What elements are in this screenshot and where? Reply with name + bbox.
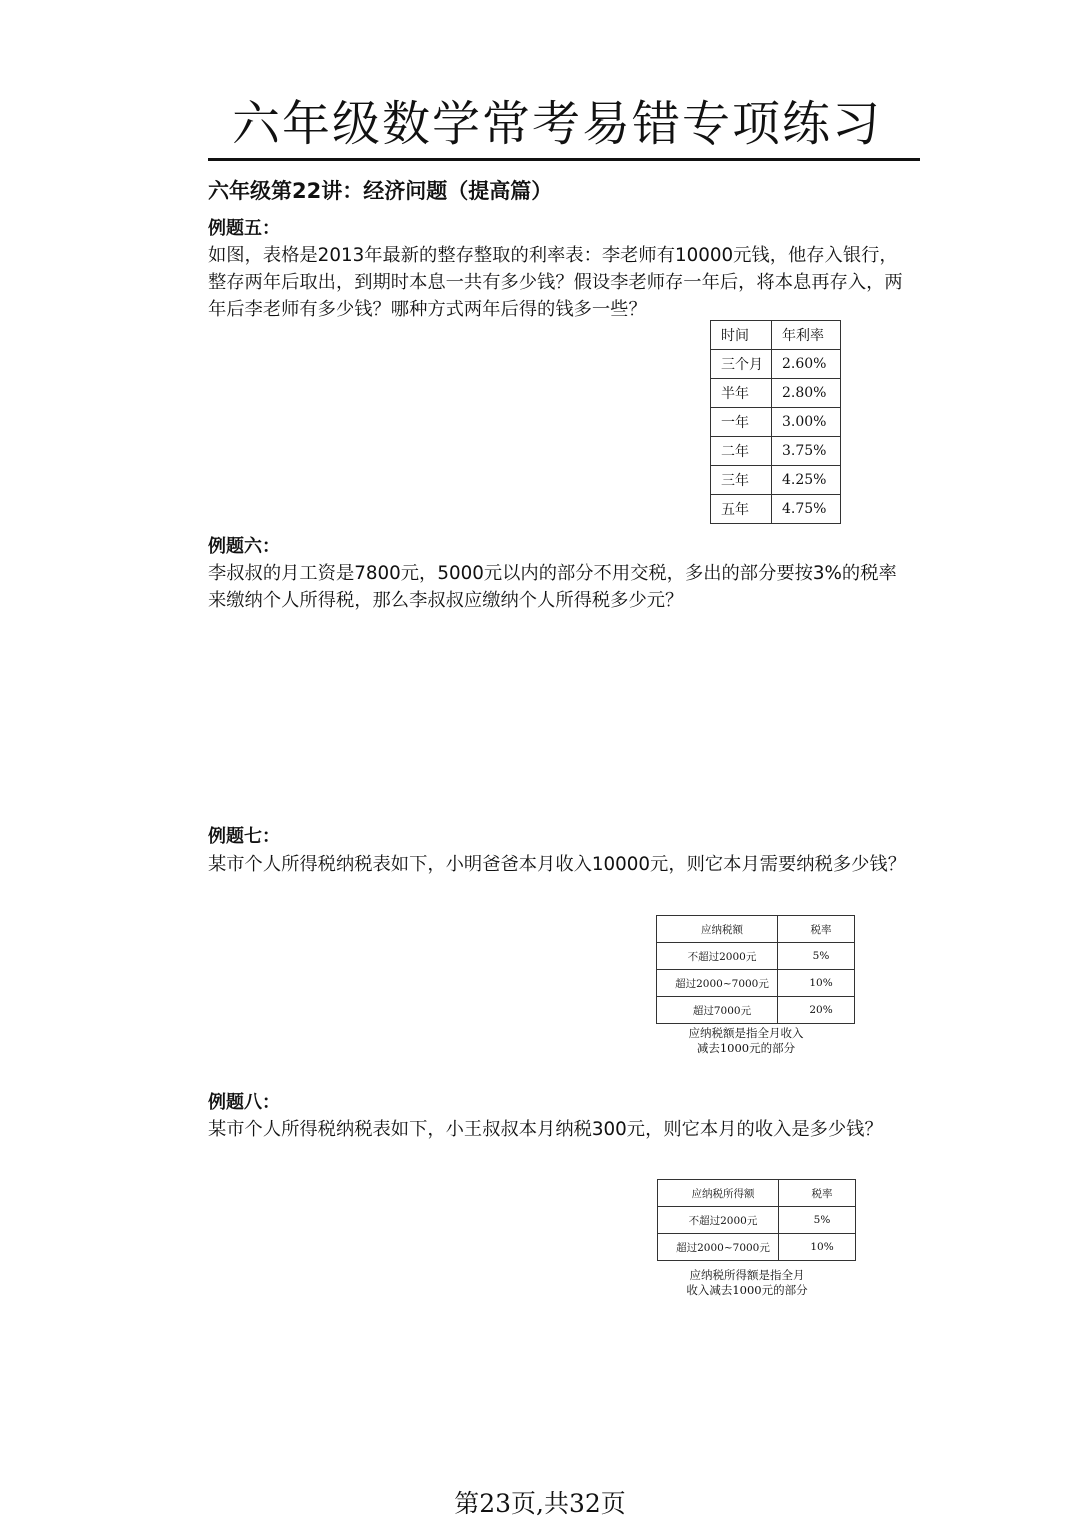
table-row bbox=[657, 970, 855, 997]
table-cell: 三个月 bbox=[711, 350, 772, 379]
table-cell: 4.75% bbox=[772, 495, 841, 524]
example5-line: 如图，表格是2013年最新的整存整取的利率表：李老师有10000元钱，他存入银行， bbox=[208, 245, 898, 266]
table-cell: 超过7000元 bbox=[657, 997, 778, 1024]
example5-label: 例题五： bbox=[208, 218, 280, 239]
footnote-line: 应纳税所得额是指全月 bbox=[689, 1268, 805, 1282]
table-cell: 超过2000~7000元 bbox=[658, 1234, 779, 1261]
table-cell: 三年 bbox=[711, 466, 772, 495]
table-cell: 2.80% bbox=[772, 379, 841, 408]
table-header-cell: 年利率 bbox=[772, 321, 841, 350]
example7-label: 例题七： bbox=[208, 826, 280, 847]
table-header-cell: 时间 bbox=[711, 321, 772, 350]
table-header-cell: 应纳税所得额 bbox=[658, 1180, 779, 1207]
example6-label: 例题六： bbox=[208, 536, 280, 557]
example5-line: 整存两年后取出，到期时本息一共有多少钱？假设李老师存一年后，将本息再存入，两 bbox=[208, 272, 903, 293]
table-cell: 5% bbox=[779, 1207, 856, 1234]
interest-rate-table bbox=[710, 320, 841, 524]
table-header-cell: 税率 bbox=[778, 916, 855, 943]
example8-label: 例题八： bbox=[208, 1092, 280, 1113]
table-cell: 五年 bbox=[711, 495, 772, 524]
footnote-line: 收入减去1000元的部分 bbox=[686, 1283, 808, 1297]
table-cell: 4.25% bbox=[772, 466, 841, 495]
example5-line: 年后李老师有多少钱？哪种方式两年后得的钱多一些？ bbox=[208, 299, 647, 320]
footnote-line: 应纳税额是指全月收入 bbox=[688, 1026, 804, 1040]
table-cell: 3.00% bbox=[772, 408, 841, 437]
table-cell: 一年 bbox=[711, 408, 772, 437]
table-footnote-8 bbox=[657, 1268, 837, 1298]
table-footnote-7 bbox=[656, 1026, 836, 1056]
table-row bbox=[711, 350, 841, 379]
table-header-row bbox=[711, 321, 841, 350]
table-cell: 二年 bbox=[711, 437, 772, 466]
table-cell: 10% bbox=[778, 970, 855, 997]
table-cell: 不超过2000元 bbox=[658, 1207, 779, 1234]
table-row bbox=[711, 495, 841, 524]
table-row bbox=[658, 1207, 856, 1234]
table-row bbox=[657, 943, 855, 970]
example7-text bbox=[208, 851, 924, 878]
example7-line: 某市个人所得税纳税表如下，小明爸爸本月收入10000元，则它本月需要纳税多少钱？ bbox=[208, 854, 906, 875]
table-row bbox=[657, 997, 855, 1024]
title-underline bbox=[208, 158, 920, 161]
page-indicator: 第23页,共32页 bbox=[454, 1489, 626, 1518]
table-cell: 10% bbox=[779, 1234, 856, 1261]
table-header-row bbox=[657, 916, 855, 943]
example5-text bbox=[208, 242, 924, 323]
tax-rate-table-7 bbox=[656, 915, 855, 1024]
table-cell: 半年 bbox=[711, 379, 772, 408]
table-row bbox=[711, 408, 841, 437]
lesson-title: 六年级第22讲：经济问题（提高篇） bbox=[208, 179, 553, 203]
table-cell: 5% bbox=[778, 943, 855, 970]
tax-rate-table-8 bbox=[657, 1179, 856, 1261]
footnote-line: 减去1000元的部分 bbox=[696, 1041, 796, 1055]
table-header-cell: 应纳税额 bbox=[657, 916, 778, 943]
example6-text bbox=[208, 560, 924, 614]
table-row bbox=[711, 466, 841, 495]
example8-text bbox=[208, 1116, 924, 1143]
table-cell: 2.60% bbox=[772, 350, 841, 379]
example6-line: 李叔叔的月工资是7800元，5000元以内的部分不用交税，多出的部分要按3%的税率 bbox=[208, 563, 897, 584]
table-cell: 超过2000~7000元 bbox=[657, 970, 778, 997]
table-cell: 不超过2000元 bbox=[657, 943, 778, 970]
table-row bbox=[711, 437, 841, 466]
example6-line: 来缴纳个人所得税，那么李叔叔应缴纳个人所得税多少元？ bbox=[208, 590, 684, 611]
example8-line: 某市个人所得税纳税表如下，小王叔叔本月纳税300元，则它本月的收入是多少钱？ bbox=[208, 1119, 883, 1140]
table-row bbox=[711, 379, 841, 408]
document-title: 六年级数学常考易错专项练习 bbox=[232, 96, 883, 152]
table-header-cell: 税率 bbox=[779, 1180, 856, 1207]
table-row bbox=[658, 1234, 856, 1261]
table-header-row bbox=[658, 1180, 856, 1207]
table-cell: 20% bbox=[778, 997, 855, 1024]
table-cell: 3.75% bbox=[772, 437, 841, 466]
